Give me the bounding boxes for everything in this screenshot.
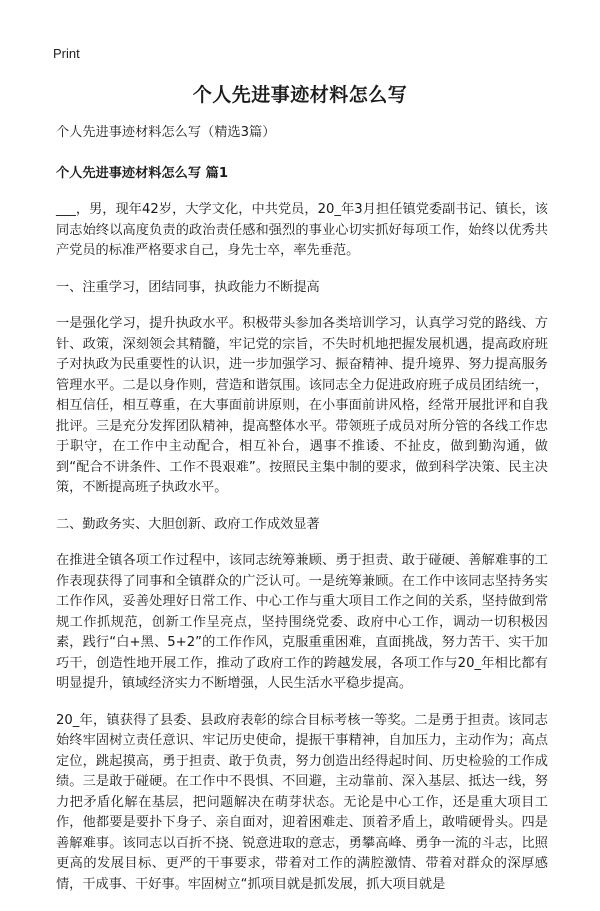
paragraph-heading-2: 二、勤政务实、大胆创新、政府工作成效显著 — [56, 516, 320, 532]
document-subtitle: 个人先进事迹材料怎么写（精选3篇） — [56, 125, 276, 140]
paragraph-body-1: 一是强化学习，提升执政水平。积极带头参加各类培训学习，认真学习党的路线、方针、政策，深刻领会其精髓，牢记党的宗旨，不失时机地把握发展机遇，提高政府班子对执政为民重要性的认识，进一步加强学习、振奋精神、提升境界、努力提高服务管理水平。二是以身作则，营造和谐氛围。该同志全力促进政府班子成员团结统一，相互信任，相互尊重，在大事面前讲原则，在小事面前讲风格，经常开展批评和自我批评。三是充分发挥团队精神，提高整体水平。带领班子成员对所分管的各线工作忠于职守，在工作中主动配合，相互补台，遇事不推诿、不扯皮，做到勤沟通，做到“配合不讲条件、工作不畏艰难”。按照民主集中制的要求，做到科学决策、民主决策，不断提高班子执政水平。 — [56, 316, 548, 495]
print-label: Print — [53, 46, 80, 61]
paragraph-body-3: 20_年，镇获得了县委、县政府表彰的综合目标考核一等奖。二是勇于担责。该同志始终牢固树立责任意识、牢记历史使命，提振干事精神，自加压力，主动作为；高点定位，跳起摸高，勇于担责、敢于负责，努力创造出经得起时间、历史检验的工作成绩。三是敢于碰硬。在工作中不畏惧、不回避，主动靠前、深入基层、抵达一线，努力把矛盾化解在基层，把问题解决在萌芽状态。无论是中心工作，还是重大项目工作，他都要是要扑下身子、亲自面对，迎着困难走、顶着矛盾上，敢啃硬骨头。四是善解难事。该同志以百折不挠、锐意进取的意志，勇攀高峰、勇争一流的斗志，比照更高的发展目标、更严的干事要求，带着对工作的满腔激情、带着对群众的深厚感情，干成事、干好事。牢固树立“抓项目就是抓发展，抓大项目就是 — [56, 712, 548, 892]
page-title: 个人先进事迹材料怎么写 — [192, 84, 408, 106]
document-body — [56, 123, 548, 911]
paragraph-heading-1: 一、注重学习，团结同事，执政能力不断提高 — [56, 279, 320, 295]
paragraph-body-2: 在推进全镇各项工作过程中，该同志统筹兼顾、勇于担责、敢于碰硬、善解难事的工作表现获得了同事和全镇群众的广泛认可。一是统筹兼顾。在工作中该同志坚持务实工作作风，妥善处理好日常工作、中心工作与重大项目工作之间的关系，坚持做到常规工作抓规范，创新工作呈亮点，坚持围绕党委、政府中心工作，调动一切积极因素，践行“白+黑、5+2”的工作作风，克服重重困难，直面挑战，努力苦干、实干加巧干，创造性地开展工作，推动了政府工作的跨越发展，各项工作与20_年相比都有明显提升，镇域经济实力不断增强，人民生活水平稳步提高。 — [56, 553, 548, 691]
paragraph-intro: ___，男，现年42岁，大学文化，中共党员，20_年3月担任镇党委副书记、镇长，该同志始终以高度负责的政治责任感和强烈的事业心切实抓好每项工作，始终以优秀共产党员的标准严格要求自己，身先士卒，率先垂范。 — [56, 202, 548, 258]
section-heading: 个人先进事迹材料怎么写 篇1 — [56, 165, 229, 181]
